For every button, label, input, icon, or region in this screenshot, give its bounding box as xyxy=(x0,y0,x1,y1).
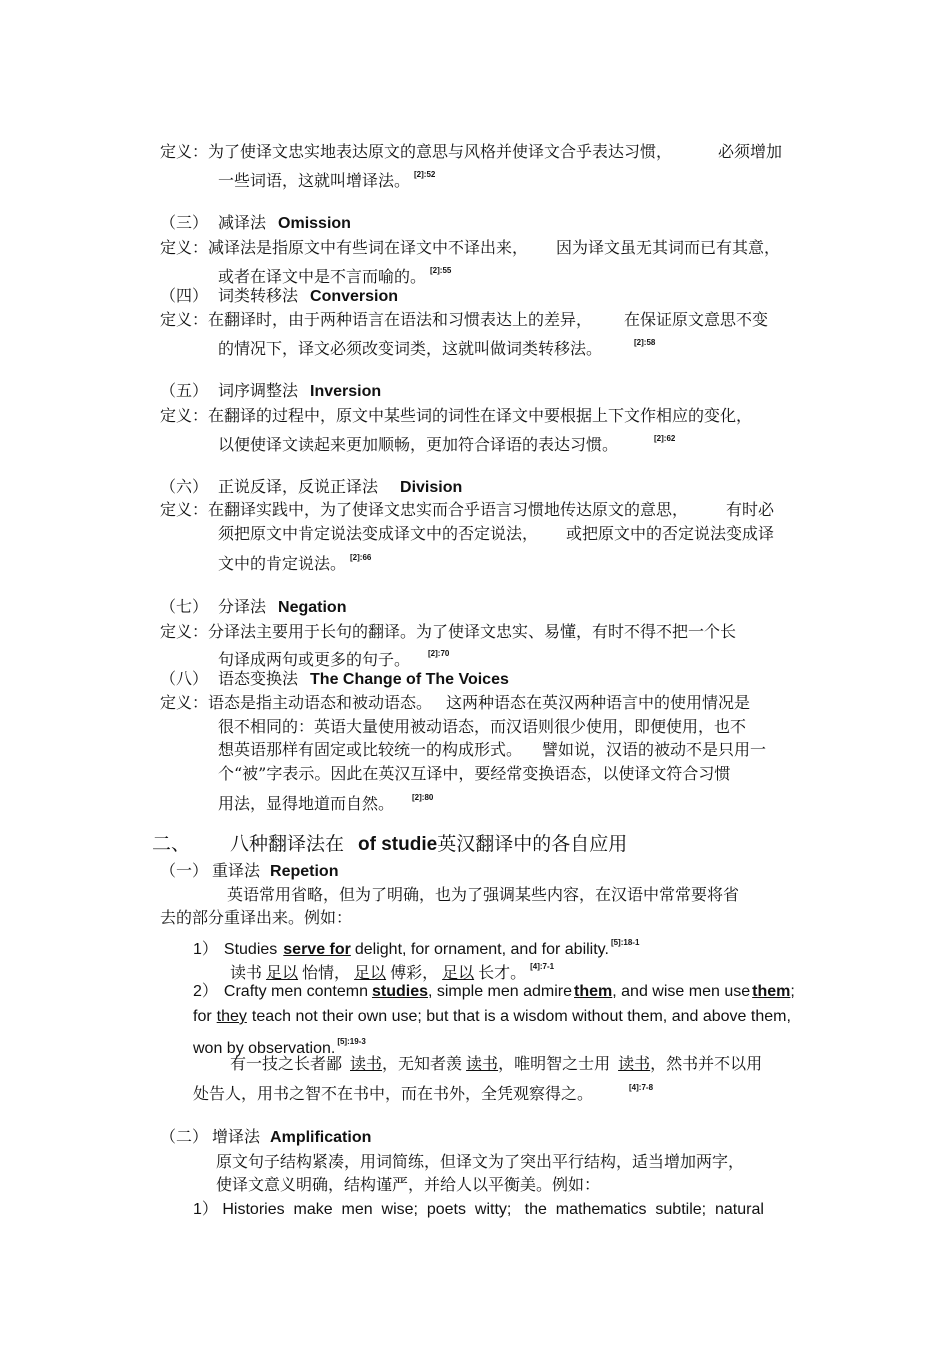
amplification-paragraph-line1: 原文句子结构紧凑，用词简练，但译文为了突出平行结构，适当增加两字， xyxy=(216,1152,745,1171)
voices-definition-line3: 想英语那样有固定或比较统一的构成形式。 譬如说，汉语的被动不是只用一 xyxy=(218,740,767,759)
citation: [4]:7-1 xyxy=(530,962,555,971)
negation-definition-line1: 定义：分译法主要用于长句的翻译。为了使译文忠实、易懂，有时不得不把一个长 xyxy=(160,622,737,641)
amplification-definition-line2: 一些词语，这就叫增译法。 $^{[2]:52}$ xyxy=(218,170,436,190)
inversion-definition-line1: 定义：在翻译的过程中，原文中某些词的词性在译文中要根据上下文作相应的变化， xyxy=(160,406,753,425)
citation: [2]:58 xyxy=(634,338,656,347)
section-heading-two: 二、 八种翻译法在 of studie英汉翻译中的各自应用 xyxy=(152,833,628,855)
repetion-paragraph-line2: 去的部分重译出来。例如： xyxy=(160,908,353,927)
negation-definition-line2: 句译成两句或更多的句子。 $^{[2]:70}$ xyxy=(218,649,450,669)
citation: [2]:62 xyxy=(654,434,676,443)
inversion-definition-line2: 以便使译文读起来更加顺畅，更加符合译语的表达习惯。 $^{[2]:62}$ xyxy=(218,434,676,454)
conversion-definition-line1: 定义：在翻译时，由于两种语言在语法和习惯表达上的差异， 在保证原文意思不变 xyxy=(160,310,769,329)
citation: [2]:70 xyxy=(428,649,450,658)
omission-definition-line1: 定义：减译法是指原文中有些词在译文中不译出来， 因为译文虽无其词而已有其意， xyxy=(160,238,781,257)
voices-definition-line5: 用法，显得地道而自然。 $^{[2]:80}$ xyxy=(218,793,434,813)
example-2-english-line3: won by observation. $^{[5]:19-3}$ xyxy=(193,1037,366,1057)
citation: [2]:52 xyxy=(414,170,436,179)
section-repetion-heading: （一） 重译法 Repetion xyxy=(160,861,339,880)
voices-definition-line2: 很不相同的：英语大量使用被动语态，而汉语则很少使用，即便使用，也不 xyxy=(218,717,747,736)
example-2-english-line1: 2） Crafty men contemn studies, simple men admire them, and wise men use them; xyxy=(193,983,795,1000)
section-conversion-heading: （四） 词类转移法 Conversion xyxy=(160,286,399,305)
section-division-heading: （六） 正说反译，反说正译法 Division xyxy=(160,477,463,496)
section-omission-heading: （三） 减译法 Omission xyxy=(160,213,351,232)
section-amplification-heading: （二） 增译法 Amplification xyxy=(160,1127,372,1146)
citation: [2]:55 xyxy=(430,266,452,275)
section-voices-heading: （八） 语态变换法 The Change of The Voices xyxy=(160,669,509,688)
citation: [2]:66 xyxy=(350,553,372,562)
conversion-definition-line2: 的情况下，译文必须改变词类，这就叫做词类转移法。 $^{[2]:58}$ xyxy=(218,338,656,358)
example-2-translation-line2: 处告人，用书之智不在书中，而在书外，全凭观察得之。 $^{[4]:7-8}$ xyxy=(193,1083,654,1103)
amplification-definition-line1: 定义：为了使译文忠实地表达原文的意思与风格并使译文合乎表达习惯， 必须增加 xyxy=(160,142,783,161)
voices-definition-line4: 个“被”字表示。因此在英汉互译中，要经常变换语态，以使译文符合习惯 xyxy=(218,764,731,783)
citation: [2]:80 xyxy=(412,793,434,802)
citation: [5]:19-3 xyxy=(337,1037,366,1046)
example-1-translation: 读书 足以 怡情， 足以 傅彩， 足以 长才。 $^{[4]:7-1}$ xyxy=(230,962,555,982)
example-1-english: 1） Studies serve for delight, for ornament, and for ability. $^{[5]:18-1}$ xyxy=(193,938,640,958)
example-2-translation-line1: 有一技之长者鄙 读书，无知者羡 读书，唯明智之士用 读书，然书并不以用 xyxy=(230,1054,763,1073)
division-definition-line3: 文中的肯定说法。 $^{[2]:66}$ xyxy=(218,553,372,573)
voices-definition-line1: 定义：语态是指主动语态和被动语态。 这两种语态在英汉两种语言中的使用情况是 xyxy=(160,693,751,712)
section-negation-heading: （七） 分译法 Negation xyxy=(160,597,347,616)
division-definition-line1: 定义：在翻译实践中，为了使译文忠实而合乎语言习惯地传达原文的意思， 有时必 xyxy=(160,500,775,519)
example-2-english-line2: for they teach not their own use; but that is a wisdom without them, and above them, xyxy=(193,1008,791,1025)
citation: [4]:7-8 xyxy=(629,1083,654,1092)
omission-definition-line2: 或者在译文中是不言而喻的。 $^{[2]:55}$ xyxy=(218,266,452,286)
citation: [5]:18-1 xyxy=(610,938,640,947)
section-inversion-heading: （五） 词序调整法 Inversion xyxy=(160,381,382,400)
amplification-paragraph-line2: 使译文意义明确，结构谨严，并给人以平衡美。例如： xyxy=(216,1175,601,1194)
example-3-english: 1） Histories make men wise; poets witty; the mathematics subtile; natural xyxy=(193,1201,764,1218)
repetion-paragraph-line1: 英语常用省略，但为了明确，也为了强调某些内容，在汉语中常常要将省 xyxy=(227,885,740,904)
division-definition-line2: 须把原文中肯定说法变成译文中的否定说法， 或把原文中的否定说法变成译 xyxy=(218,524,775,543)
